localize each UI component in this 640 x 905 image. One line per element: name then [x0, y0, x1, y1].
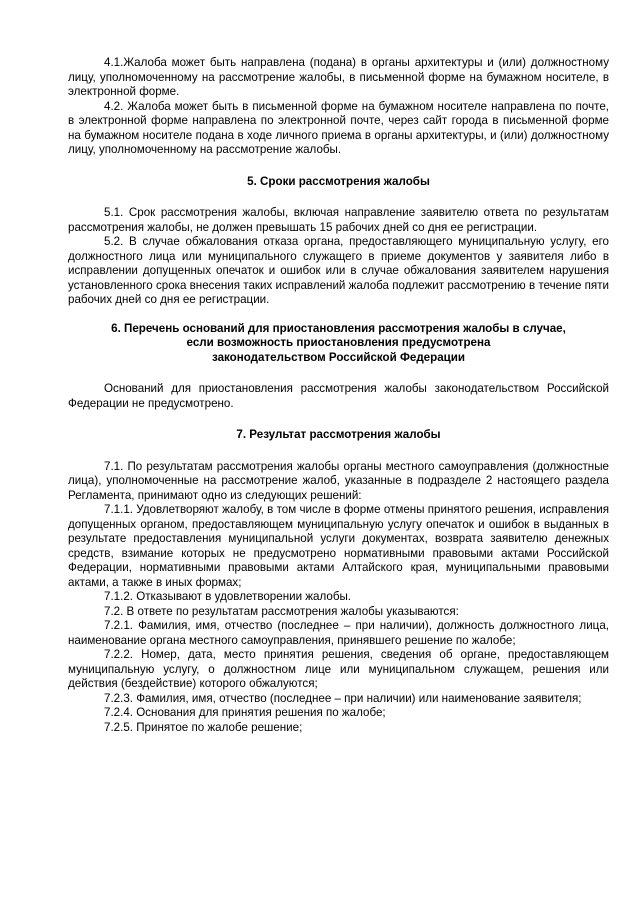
paragraph-7-1-2: 7.1.2. Отказывают в удовлетворении жалобы. [104, 590, 352, 603]
paragraph-5-1: 5.1. Срок рассмотрения жалобы, включая направление заявителю ответа по результатам рассмотрения жалобы, не должен превышать 15 рабочих дней со дня ее регистрации. [68, 206, 609, 234]
section-6-heading [68, 322, 609, 366]
paragraph-7-2-2: 7.2.2. Номер, дата, место принятия решения, сведения об органе, предоставляющем муниципальную услугу, о должностном лице или муниципальном служащем, решения или действия (бездействие) которого обжалуются; [68, 648, 609, 690]
section-6-heading-line-1: 6. Перечень оснований для приостановления рассмотрения жалобы в случае, [111, 321, 566, 335]
paragraph-7-2-4: 7.2.4. Основания для принятия решения по жалобе; [104, 706, 386, 719]
paragraph-7-2-1: 7.2.1. Фамилия, имя, отчество (последнее – при наличии), должность должностного лица, наименование органа местного самоуправления, принявшего решение по жалобе; [68, 619, 609, 647]
section-7-heading: 7. Результат рассмотрения жалобы [236, 428, 441, 441]
section-5-heading: 5. Сроки рассмотрения жалобы [247, 174, 430, 188]
document-page [68, 56, 609, 735]
paragraph-7-2-5: 7.2.5. Принятое по жалобе решение; [104, 720, 303, 734]
paragraph-5-2: 5.2. В случае обжалования отказа органа, предоставляющего муниципальную услугу, его должностного лица или муниципального служащего в приеме документов у заявителя либо в исправлении допущенных опечаток и ошибок или в случае обжалования заявителем нарушения установленного срока внесения таких исправлений жалоба подлежит рассмотрению в течение пяти рабочих дней со дня ее регистрации. [68, 235, 609, 306]
paragraph-4-1: 4.1.Жалоба может быть направлена (подана) в органы архитектуры и (или) должностному лицу, уполномоченному на рассмотрение жалобы, в письменной форме на бумажном носителе, в электронной форме. [68, 56, 609, 98]
paragraph-7-1-1: 7.1.1. Удовлетворяют жалобу, в том числе в форме отмены принятого решения, исправления допущенных органом, предоставляющем муниципальную услугу опечаток и ошибок в выданных в результате предоставления муниципальной услуги документах, возврата заявителю денежных средств, взимание которых не предусмотрено нормативными правовыми актами Российской Федерации, нормативными правовыми актами Алтайского края, муниципальными правовыми актами, а также в иных формах; [68, 503, 609, 589]
paragraph-7-2-3: 7.2.3. Фамилия, имя, отчество (последнее – при наличии) или наименование заявителя; [104, 691, 582, 705]
paragraph-6-1: Оснований для приостановления рассмотрения жалобы законодательством Российской Федерации не предусмотрено. [68, 382, 609, 410]
paragraph-7-1: 7.1. По результатам рассмотрения жалобы органы местного самоуправления (должностные лица), уполномоченные на рассмотрение жалоб, указанные в подразделе 2 настоящего раздела Регламента, принимают одно из следующих решений: [68, 459, 609, 502]
section-6-heading-line-2: если возможность приостановления предусмотрена [186, 336, 491, 349]
paragraph-4-2: 4.2. Жалоба может быть в письменной форме на бумажном носителе направлена по почте, в электронной форме направлена по электронной почте, через сайт города в письменной форме на бумажном носителе подана в ходе личного приема в органы архитектуры, и (или) должностному лицу, уполномоченному на рассмотрение жалобы. [68, 99, 609, 156]
paragraph-7-2: 7.2. В ответе по результатам рассмотрения жалобы указываются: [104, 604, 459, 618]
section-6-heading-line-3: законодательством Российской Федерации [211, 350, 466, 364]
